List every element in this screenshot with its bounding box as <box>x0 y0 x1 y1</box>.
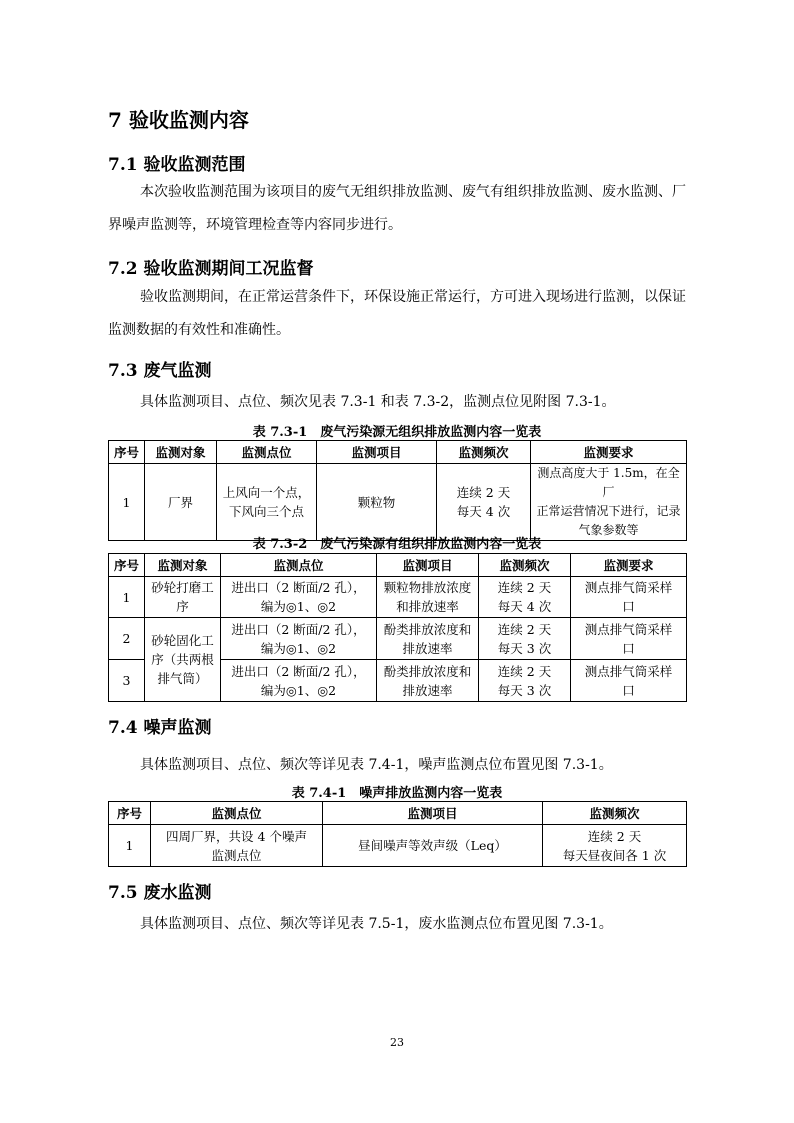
section-heading-7-1: 7.1 验收监测范围 <box>108 155 246 175</box>
monitoring-point: 四周厂界，共设 4 个噪声 监测点位 <box>151 825 323 867</box>
monitoring-frequency: 连续 2 天 每天 4 次 <box>479 577 571 618</box>
monitoring-item: 颗粒物排放浓度 和排放速率 <box>377 577 479 618</box>
table-row <box>109 577 687 618</box>
monitoring-object-merged: 砂轮固化工 序（共两根 排气筒） <box>145 618 221 702</box>
header-cell: 监测要求 <box>571 554 687 577</box>
table-row <box>109 825 687 867</box>
header-cell: 监测点位 <box>217 441 317 464</box>
table-7-3-1 <box>108 440 687 541</box>
table-header-row <box>109 802 687 825</box>
section-heading-7-4: 7.4 噪声监测 <box>108 718 212 738</box>
monitoring-requirement: 测点排气筒采样 口 <box>571 660 687 702</box>
header-cell: 监测点位 <box>151 802 323 825</box>
section-7-3-paragraph: 具体监测项目、点位、频次见表 7.3-1 和表 7.3-2，监测点位见附图 7.3-1。 <box>140 394 616 410</box>
table-7-3-2-caption: 表 7.3-2 废气污染源有组织排放监测内容一览表 <box>252 537 542 552</box>
row-number: 3 <box>109 660 145 702</box>
row-number: 2 <box>109 618 145 660</box>
header-cell: 序号 <box>109 441 145 464</box>
chapter-title: 7 验收监测内容 <box>108 108 249 132</box>
header-cell: 监测要求 <box>531 441 687 464</box>
monitoring-requirement: 测点排气筒采样 口 <box>571 618 687 660</box>
table-row <box>109 464 687 541</box>
table-header-row <box>109 441 687 464</box>
header-cell: 序号 <box>109 802 151 825</box>
header-cell: 监测频次 <box>543 802 687 825</box>
row-number: 1 <box>109 825 151 867</box>
header-cell: 监测项目 <box>377 554 479 577</box>
table-7-4-1 <box>108 801 687 867</box>
monitoring-frequency: 连续 2 天 每天 3 次 <box>479 660 571 702</box>
section-heading-7-2: 7.2 验收监测期间工况监督 <box>108 259 314 279</box>
monitoring-frequency: 连续 2 天 每天 4 次 <box>437 464 531 541</box>
table-7-3-1-caption: 表 7.3-1 废气污染源无组织排放监测内容一览表 <box>252 425 542 440</box>
section-7-1-paragraph: 本次验收监测范围为该项目的废气无组织排放监测、废气有组织排放监测、废水监测、厂界噪声监测等，环境管理检查等内容同步进行。 <box>108 184 686 233</box>
monitoring-object: 厂界 <box>145 464 217 541</box>
monitoring-requirement: 测点高度大于 1.5m，在全厂 正常运营情况下进行，记录 气象参数等 <box>531 464 687 541</box>
table-7-3-2 <box>108 553 687 702</box>
table-header-row <box>109 554 687 577</box>
row-number: 1 <box>109 577 145 618</box>
section-heading-7-3: 7.3 废气监测 <box>108 361 212 381</box>
header-cell: 监测对象 <box>145 441 217 464</box>
table-row <box>109 618 687 660</box>
section-heading-7-5: 7.5 废水监测 <box>108 883 212 903</box>
table-7-4-1-caption: 表 7.4-1 噪声排放监测内容一览表 <box>291 786 503 801</box>
monitoring-item: 酚类排放浓度和 排放速率 <box>377 618 479 660</box>
monitoring-requirement: 测点排气筒采样 口 <box>571 577 687 618</box>
monitoring-item: 酚类排放浓度和 排放速率 <box>377 660 479 702</box>
monitoring-item: 昼间噪声等效声级（Leq） <box>323 825 543 867</box>
monitoring-point: 进出口（2 断面/2 孔）， 编为◎1、◎2 <box>221 618 377 660</box>
monitoring-object: 砂轮打磨工 序 <box>145 577 221 618</box>
header-cell: 监测对象 <box>145 554 221 577</box>
row-number: 1 <box>109 464 145 541</box>
header-cell: 监测频次 <box>437 441 531 464</box>
header-cell: 监测点位 <box>221 554 377 577</box>
monitoring-frequency: 连续 2 天 每天 3 次 <box>479 618 571 660</box>
monitoring-point: 上风向一个点， 下风向三个点 <box>217 464 317 541</box>
monitoring-point: 进出口（2 断面/2 孔）， 编为◎1、◎2 <box>221 577 377 618</box>
header-cell: 监测项目 <box>323 802 543 825</box>
header-cell: 监测频次 <box>479 554 571 577</box>
header-cell: 序号 <box>109 554 145 577</box>
section-7-5-paragraph: 具体监测项目、点位、频次等详见表 7.5-1，废水监测点位布置见图 7.3-1。 <box>140 916 613 932</box>
monitoring-point: 进出口（2 断面/2 孔）， 编为◎1、◎2 <box>221 660 377 702</box>
monitoring-frequency: 连续 2 天 每天昼夜间各 1 次 <box>543 825 687 867</box>
monitoring-item: 颗粒物 <box>317 464 437 541</box>
section-7-4-paragraph: 具体监测项目、点位、频次等详见表 7.4-1，噪声监测点位布置见图 7.3-1。 <box>140 757 613 773</box>
section-7-2-paragraph: 验收监测期间，在正常运营条件下，环保设施正常运行，方可进入现场进行监测，以保证监测数据的有效性和准确性。 <box>108 289 686 338</box>
page-number: 23 <box>390 1036 404 1049</box>
header-cell: 监测项目 <box>317 441 437 464</box>
